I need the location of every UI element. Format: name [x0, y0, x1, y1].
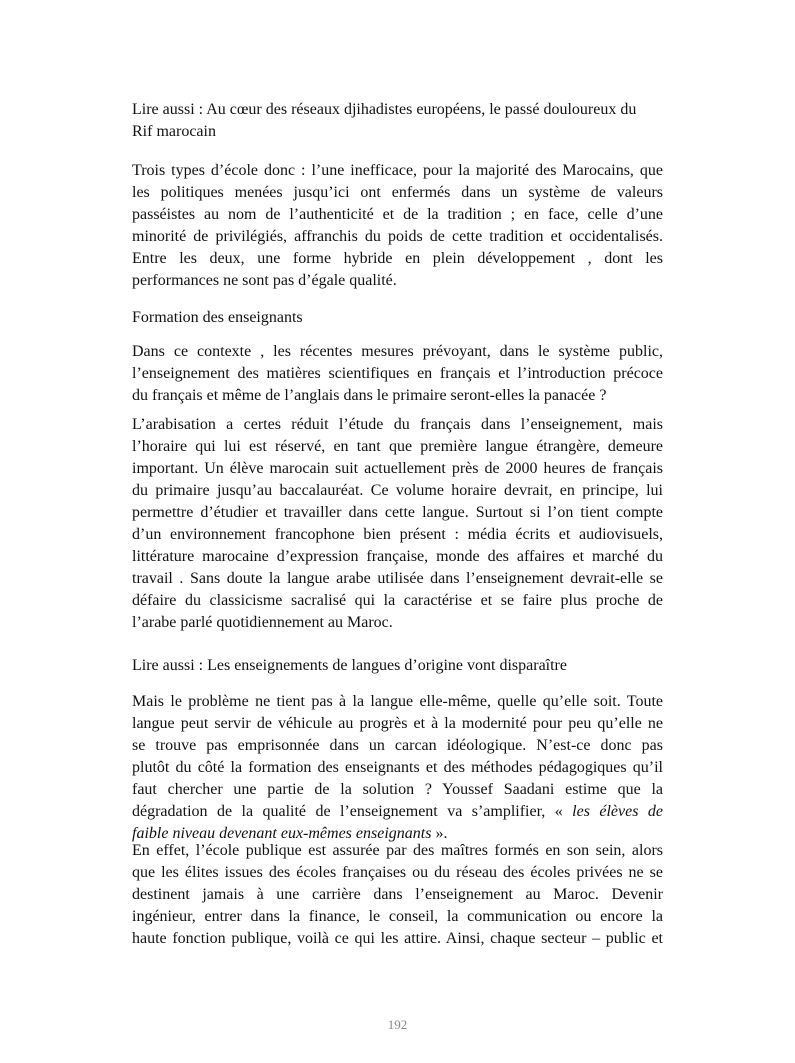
text-line: faut chercher une partie de la solution ? Youssef Saadani estime que la	[132, 781, 663, 798]
text-line: ingénieur, entrer dans la finance, le conseil, la communication ou encore la	[132, 908, 663, 925]
body-paragraph	[132, 691, 663, 845]
text-line: langue peut servir de véhicule au progrès et à la modernité pour peu qu’elle ne	[132, 715, 663, 732]
text-segment: dégradation de la qualité de l’enseignement va s’amplifier, «	[132, 803, 573, 820]
text-line: d’un environnement francophone bien présent : média écrits et audiovisuels,	[132, 526, 663, 543]
text-line: En effet, l’école publique est assurée par des maîtres formés en son sein, alors	[132, 842, 663, 859]
text-line: travail . Sans doute la langue arabe utilisée dans l’enseignement devrait-elle se	[132, 570, 663, 587]
text-line: minorité de privilégiés, affranchis du poids de cette tradition et occidentalisés.	[132, 228, 663, 245]
text-line: Trois types d’école donc : l’une inefficace, pour la majorité des Marocains, que	[132, 162, 663, 179]
page-number: 192	[387, 1017, 408, 1032]
text-line: passéistes au nom de l’authenticité et de la tradition ; en face, celle d’une	[132, 206, 663, 223]
text-line: Lire aussi : Au cœur des réseaux djihadistes européens, le passé douloureux du	[132, 101, 637, 118]
text-line: destinent jamais à une carrière dans l’enseignement au Maroc. Devenir	[132, 886, 663, 903]
text-line: défaire du classicisme sacralisé qui la caractérise et se faire plus proche de	[132, 592, 663, 609]
text-line: que les élites issues des écoles françaises ou du réseau des écoles privées ne se	[132, 864, 663, 881]
body-paragraph	[132, 414, 663, 634]
lire-aussi-link[interactable]	[132, 99, 663, 143]
text-line	[132, 801, 663, 823]
text-line: littérature marocaine d’expression française, monde des affaires et marché du	[132, 548, 663, 565]
text-line: du primaire jusqu’au baccalauréat. Ce volume horaire devrait, en principe, lui	[132, 482, 663, 499]
text-line: Entre les deux, une forme hybride en plein développement , dont les	[132, 250, 663, 267]
italic-quote: les élèves de	[572, 803, 663, 820]
body-paragraph	[132, 840, 663, 950]
text-line: haute fonction publique, voilà ce qui les attire. Ainsi, chaque secteur – public et	[132, 930, 663, 947]
text-line: l’horaire qui lui est réservé, en tant que première langue étrangère, demeure	[132, 438, 663, 455]
italic-quote: faible niveau devenant eux-mêmes enseignants	[132, 825, 432, 842]
text-line: plutôt du côté la formation des enseignants et des méthodes pédagogiques qu’il	[132, 759, 663, 776]
text-line: important. Un élève marocain suit actuellement près de 2000 heures de français	[132, 460, 663, 477]
text-line: l’arabe parlé quotidiennement au Maroc.	[132, 614, 393, 631]
text-line: permettre d’étudier et travailler dans cette langue. Surtout si l’on tient compte	[132, 504, 663, 521]
text-line: L’arabisation a certes réduit l’étude du français dans l’enseignement, mais	[132, 416, 663, 433]
text-line: Dans ce contexte , les récentes mesures prévoyant, dans le système public,	[132, 343, 663, 360]
lire-aussi-link[interactable]	[132, 655, 663, 677]
text-line: performances ne sont pas d’égale qualité.	[132, 272, 397, 289]
text-line: Mais le problème ne tient pas à la langue elle-même, quelle qu’elle soit. Toute	[132, 693, 663, 710]
text-line: Lire aussi : Les enseignements de langues d’origine vont disparaître	[132, 657, 567, 674]
body-paragraph	[132, 160, 663, 292]
text-line: l’enseignement des matières scientifiques en français et l’introduction précoce	[132, 365, 663, 382]
text-line: Formation des enseignants	[132, 309, 303, 326]
text-line: se trouve pas emprisonnée dans un carcan idéologique. N’est-ce donc pas	[132, 737, 663, 754]
text-line: du français et même de l’anglais dans le primaire seront-elles la panacée ?	[132, 387, 607, 404]
text-line: Rif marocain	[132, 123, 216, 140]
text-line: les politiques menées jusqu’ici ont enfermés dans un système de valeurs	[132, 184, 663, 201]
body-paragraph	[132, 341, 663, 407]
section-heading	[132, 307, 663, 329]
text-segment: ».	[431, 825, 448, 842]
